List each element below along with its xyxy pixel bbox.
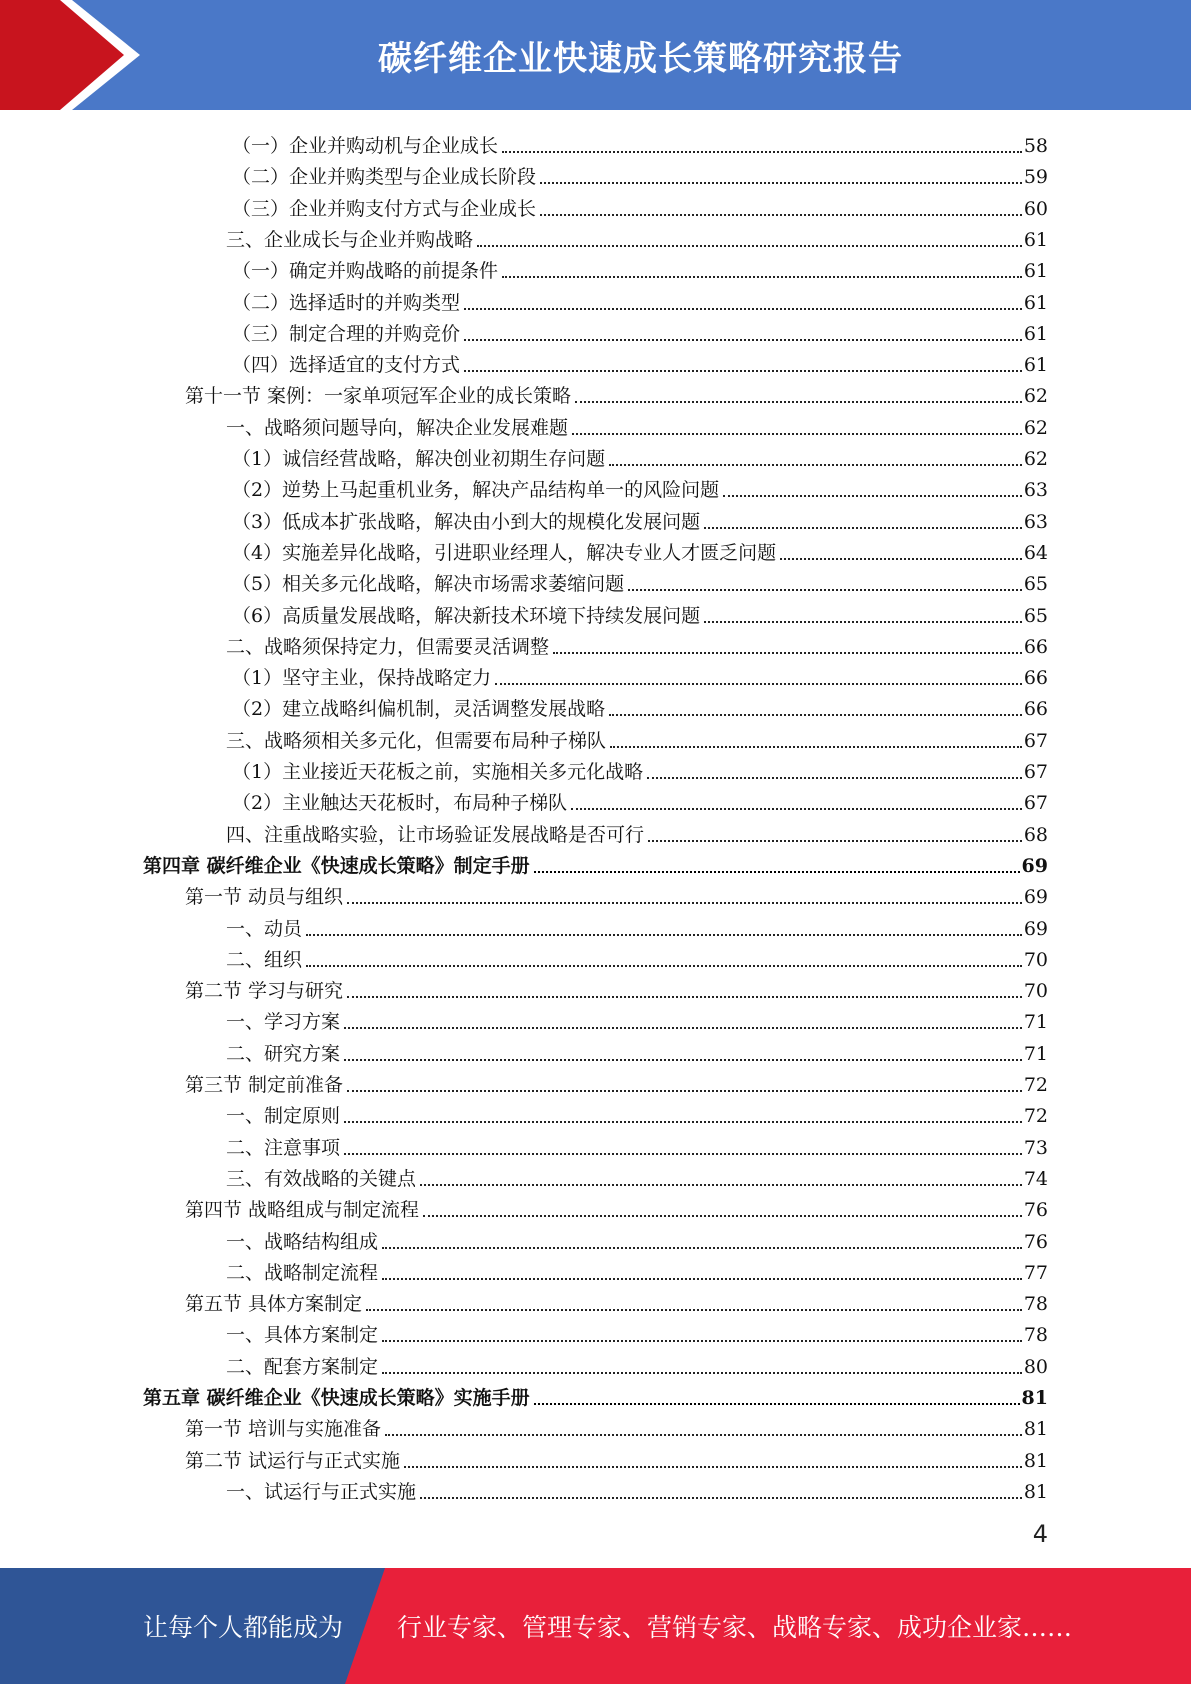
toc-entry-title: 二、组织 [226,948,303,971]
toc-entry-title: 一、战略结构组成 [226,1230,379,1253]
toc-entry-title: 第二节 学习与研究 [185,980,344,1003]
toc-section-entry[interactable] [185,1191,1048,1222]
toc-subsection-entry[interactable] [232,503,1048,534]
toc-entry-page: 78 [1023,1324,1048,1347]
toc-dot-leader [344,1121,1022,1123]
toc-subsection-entry[interactable] [232,659,1048,690]
toc-entry-title: （三）制定合理的并购竞价 [232,322,461,345]
toc-subsection-entry[interactable] [232,315,1048,346]
toc-dot-leader [382,1340,1022,1342]
toc-section-entry[interactable] [185,878,1048,909]
toc-entry-page: 62 [1023,416,1048,439]
toc-subsection-entry[interactable] [226,409,1048,440]
toc-subsection-entry[interactable] [232,158,1048,189]
toc-dot-leader [464,339,1022,341]
toc-dot-leader [553,652,1022,654]
toc-entry-title: （2）逆势上马起重机业务，解决产品结构单一的风险问题 [232,479,720,502]
toc-subsection-entry[interactable] [232,284,1048,315]
toc-entry-title: （三）企业并购支付方式与企业成长 [232,197,537,220]
toc-subsection-entry[interactable] [232,440,1048,471]
toc-entry-title: 三、企业成长与企业并购战略 [226,228,474,251]
toc-subsection-entry[interactable] [226,910,1048,941]
toc-dot-leader [347,1090,1022,1092]
toc-entry-title: 一、试运行与正式实施 [226,1480,417,1503]
toc-entry-title: 第一节 培训与实施准备 [185,1418,382,1441]
toc-chapter-entry[interactable] [143,847,1048,878]
toc-dot-leader [534,1403,1020,1405]
toc-entry-page: 77 [1023,1261,1048,1284]
toc-entry-page: 61 [1023,228,1048,251]
toc-dot-leader [385,1434,1022,1436]
toc-section-entry[interactable] [185,1285,1048,1316]
toc-dot-leader [575,401,1022,403]
toc-entry-page: 62 [1023,385,1048,408]
toc-subsection-entry[interactable] [226,1254,1048,1285]
toc-entry-title: 第十一节 案例：一家单项冠军企业的成长策略 [185,385,572,408]
toc-subsection-entry[interactable] [226,1160,1048,1191]
toc-subsection-entry[interactable] [226,628,1048,659]
toc-entry-title: （二）选择适时的并购类型 [232,291,461,314]
toc-entry-page: 65 [1023,573,1048,596]
toc-entry-title: 第三节 制定前准备 [185,1074,344,1096]
toc-dot-leader [366,1309,1022,1311]
toc-dot-leader [347,902,1022,904]
toc-entry-title: 三、有效战略的关键点 [226,1167,417,1190]
toc-entry-title: 第四节 战略组成与制定流程 [185,1199,420,1222]
toc-dot-leader [382,1247,1022,1249]
toc-subsection-entry[interactable] [232,534,1048,565]
toc-dot-leader [704,621,1022,623]
toc-dot-leader [723,495,1022,497]
toc-subsection-entry[interactable] [232,784,1048,815]
toc-entry-title: 四、注重战略实验，让市场验证发展战略是否可行 [226,823,645,846]
toc-subsection-entry[interactable] [226,1129,1048,1160]
toc-entry-page: 71 [1023,1042,1048,1065]
toc-dot-leader [344,1059,1022,1061]
toc-entry-page: 81 [1023,1449,1048,1472]
toc-entry-page: 80 [1023,1355,1048,1378]
toc-dot-leader [540,182,1022,184]
toc-entry-page: 69 [1023,917,1048,940]
toc-entry-title: 二、研究方案 [226,1042,341,1065]
toc-entry-title: 一、学习方案 [226,1011,341,1034]
toc-entry-title: （3）低成本扩张战略，解决由小到大的规模化发展问题 [232,510,701,533]
toc-subsection-entry[interactable] [232,597,1048,628]
toc-entry-title: 第四章 碳纤维企业《快速成长策略》制定手册 [143,854,530,877]
toc-entry-page: 70 [1023,948,1048,971]
toc-subsection-entry[interactable] [226,1316,1048,1347]
toc-dot-leader [610,746,1022,748]
page-header [0,0,1191,110]
toc-entry-page: 66 [1023,698,1048,721]
toc-entry-page: 72 [1023,1105,1048,1128]
toc-entry-title: （4）实施差异化战略，引进职业经理人，解决专业人才匮乏问题 [232,541,777,564]
toc-entry-page: 76 [1023,1230,1048,1253]
toc-subsection-entry[interactable] [226,1348,1048,1379]
toc-entry-title: 第五章 碳纤维企业《快速成长策略》实施手册 [143,1387,530,1409]
toc-entry-title: 一、制定原则 [226,1105,341,1128]
toc-subsection-entry[interactable] [226,1473,1048,1504]
toc-entry-page: 67 [1023,792,1048,815]
toc-entry-title: （5）相关多元化战略，解决市场需求萎缩问题 [232,573,625,596]
toc-dot-leader [502,151,1022,153]
toc-entry-title: 一、战略须问题导向，解决企业发展难题 [226,416,569,439]
toc-section-entry[interactable] [185,377,1048,408]
toc-dot-leader [609,464,1022,466]
toc-entry-title: 二、注意事项 [226,1136,341,1159]
toc-entry-page: 68 [1023,823,1048,846]
toc-dot-leader [648,840,1022,842]
toc-dot-leader [780,558,1022,560]
toc-entry-page: 81 [1023,1480,1048,1503]
toc-dot-leader [464,308,1022,310]
toc-entry-page: 69 [1021,854,1048,877]
toc-section-entry[interactable] [185,1442,1048,1473]
toc-entry-title: 二、战略须保持定力，但需要灵活调整 [226,635,550,658]
toc-entry-page: 65 [1023,604,1048,627]
toc-entry-page: 59 [1023,166,1048,189]
toc-entry-title: （1）坚守主业，保持战略定力 [232,667,492,690]
toc-subsection-entry[interactable] [232,753,1048,784]
document-title: 碳纤维企业快速成长策略研究报告 [378,38,903,79]
toc-dot-leader [420,1497,1022,1499]
toc-dot-leader [609,714,1022,716]
toc-entry-title: （6）高质量发展战略，解决新技术环境下持续发展问题 [232,604,701,627]
toc-subsection-entry[interactable] [226,221,1048,252]
toc-dot-leader [382,1372,1022,1374]
toc-section-entry[interactable] [185,972,1048,1003]
page-footer [0,1568,1191,1684]
toc-dot-leader [572,433,1022,435]
toc-entry-page: 61 [1023,322,1048,345]
toc-subsection-entry[interactable] [232,690,1048,721]
toc-dot-leader [404,1466,1022,1468]
toc-entry-page: 72 [1023,1074,1048,1096]
footer-slogan-right: 行业专家、管理专家、营销专家、战略专家、成功企业家…… [397,1613,1073,1642]
toc-dot-leader [704,527,1022,529]
toc-subsection-entry[interactable] [232,190,1048,221]
toc-entry-page: 67 [1023,761,1048,783]
toc-entry-page: 60 [1023,197,1048,220]
toc-subsection-entry[interactable] [226,941,1048,972]
toc-subsection-entry[interactable] [226,1035,1048,1066]
toc-dot-leader [306,934,1022,936]
toc-entry-page: 73 [1023,1136,1048,1159]
toc-entry-title: 一、动员 [226,917,303,940]
toc-dot-leader [477,245,1022,247]
toc-entry-title: （1）诚信经营战略，解决创业初期生存问题 [232,448,606,470]
toc-dot-leader [647,777,1022,779]
toc-entry-title: （2）主业触达天花板时，布局种子梯队 [232,792,568,815]
toc-entry-page: 81 [1023,1418,1048,1441]
toc-subsection-entry[interactable] [226,1223,1048,1254]
toc-dot-leader [420,1184,1022,1186]
toc-entry-title: 第二节 试运行与正式实施 [185,1449,401,1472]
toc-entry-title: （一）企业并购动机与企业成长 [232,135,499,157]
toc-dot-leader [571,808,1022,810]
toc-dot-leader [344,1153,1022,1155]
toc-entry-page: 78 [1023,1293,1048,1316]
toc-entry-title: （四）选择适宜的支付方式 [232,354,461,377]
toc-subsection-entry[interactable] [226,1097,1048,1128]
toc-dot-leader [347,996,1022,998]
toc-dot-leader [495,683,1022,685]
toc-entry-title: 第五节 具体方案制定 [185,1293,363,1316]
footer-slogan-left: 让每个人都能成为 [143,1613,344,1642]
toc-entry-page: 62 [1023,448,1048,470]
toc-dot-leader [534,871,1020,873]
toc-dot-leader [306,965,1022,967]
toc-chapter-entry[interactable] [143,1379,1048,1410]
toc-entry-title: 一、具体方案制定 [226,1324,379,1347]
toc-subsection-entry[interactable] [232,565,1048,596]
toc-entry-title: （1）主业接近天花板之前，实施相关多元化战略 [232,761,644,783]
toc-entry-page: 66 [1023,667,1048,690]
toc-entry-page: 61 [1023,260,1048,283]
toc-entry-title: （二）企业并购类型与企业成长阶段 [232,166,537,189]
toc-entry-page: 69 [1023,886,1048,909]
toc-subsection-entry[interactable] [226,816,1048,847]
toc-dot-leader [502,276,1022,278]
toc-entry-page: 67 [1023,729,1048,752]
toc-subsection-entry[interactable] [232,346,1048,377]
toc-entry-title: 第一节 动员与组织 [185,886,344,909]
toc-entry-page: 63 [1023,510,1048,533]
toc-dot-leader [628,589,1022,591]
toc-subsection-entry[interactable] [226,722,1048,753]
toc-section-entry[interactable] [185,1066,1048,1097]
toc-entry-page: 64 [1023,541,1048,564]
toc-entry-title: 二、战略制定流程 [226,1261,379,1284]
toc-dot-leader [464,370,1022,372]
toc-entry-page: 58 [1023,135,1048,157]
toc-subsection-entry[interactable] [232,471,1048,502]
toc-entry-page: 66 [1023,635,1048,658]
toc-entry-title: 三、战略须相关多元化，但需要布局种子梯队 [226,729,607,752]
toc-entry-page: 76 [1023,1199,1048,1222]
toc-subsection-entry[interactable] [232,127,1048,158]
toc-entry-page: 63 [1023,479,1048,502]
toc-dot-leader [423,1215,1022,1217]
toc-dot-leader [382,1278,1022,1280]
toc-dot-leader [344,1027,1022,1029]
toc-entry-title: （一）确定并购战略的前提条件 [232,260,499,283]
toc-entry-page: 74 [1023,1167,1048,1190]
page-number: 4 [1032,1520,1048,1548]
toc-entry-title: （2）建立战略纠偏机制，灵活调整发展战略 [232,698,606,721]
toc-entry-page: 81 [1021,1387,1048,1409]
toc-dot-leader [540,214,1022,216]
toc-section-entry[interactable] [185,1410,1048,1441]
toc-entry-page: 71 [1023,1011,1048,1034]
toc-entry-page: 61 [1023,354,1048,377]
toc-entry-page: 61 [1023,291,1048,314]
toc-subsection-entry[interactable] [232,252,1048,283]
toc-entry-page: 70 [1023,980,1048,1003]
toc-subsection-entry[interactable] [226,1003,1048,1034]
toc-entry-title: 二、配套方案制定 [226,1355,379,1378]
